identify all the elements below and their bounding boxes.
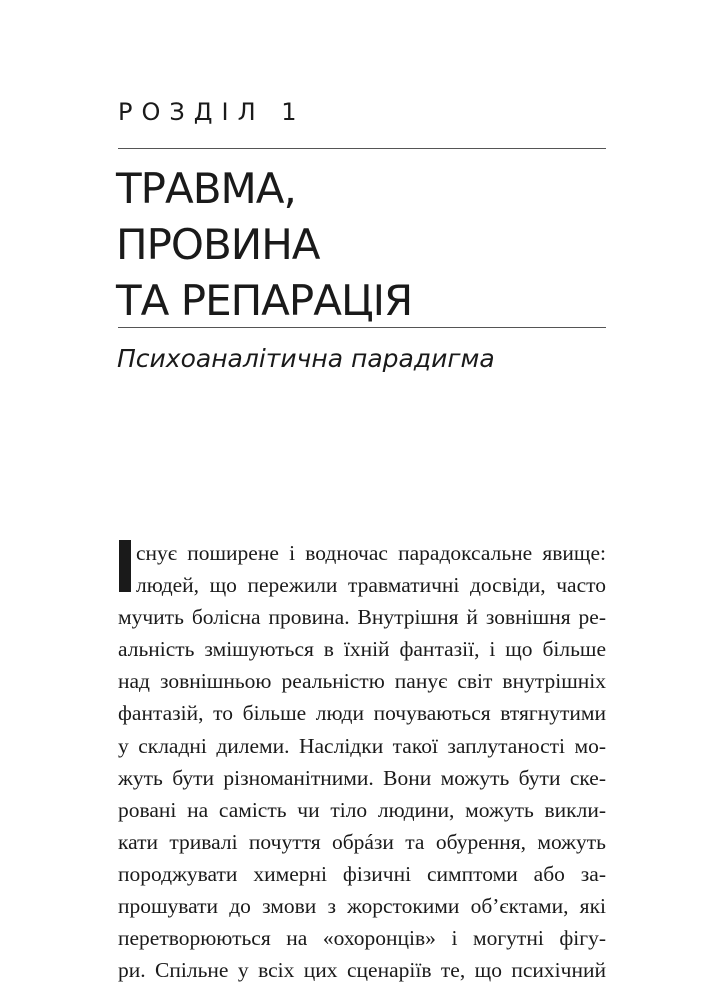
text-line: фантазій, то більше люди почуваються втягнутими [118,701,606,726]
text-line: мучить болісна провина. Внутрішня й зовнішня ре- [118,605,606,630]
chapter-label: РОЗДІЛ 1 [118,98,306,126]
chapter-title-line: ТА РЕПАРАЦІЯ [116,276,413,325]
chapter-title [116,161,412,329]
text-line: кати тривалі почуття обрáзи та обурення, можуть [118,829,606,854]
text-line: над зовнішньою реальністю панує світ внутрішніх [118,669,606,694]
chapter-title-line: ПРОВИНА [116,220,320,269]
divider-bottom [118,327,606,328]
text-line: снує поширене і водночас парадоксальне явище: [136,541,606,565]
body-paragraph [118,537,606,986]
chapter-subtitle: Психоаналітична парадигма [117,344,495,373]
text-line: породжувати химерні фізичні симптоми або за- [118,861,606,886]
text-line: ри. Спільне у всіх цих сценаріїв те, що психічний [118,958,606,983]
text-line: ровані на самість чи тіло людини, можуть викли- [118,797,606,822]
text-line: людей, що пережили травматичні досвіди, часто [136,573,606,598]
text-line: у складні дилеми. Наслідки такої заплутаності мо- [118,733,606,758]
text-line: прошувати до змови з жорстокими об’єктами, які [118,894,606,919]
chapter-title-line: ТРАВМА, [116,164,296,213]
divider-top [118,148,606,149]
text-line: перетворюються на «охоронців» і могутні фігу- [118,926,606,951]
text-line: альність змішуються в їхній фантазії, і що більше [118,637,606,662]
text-line: жуть бути різноманітними. Вони можуть бути ске- [118,765,606,790]
